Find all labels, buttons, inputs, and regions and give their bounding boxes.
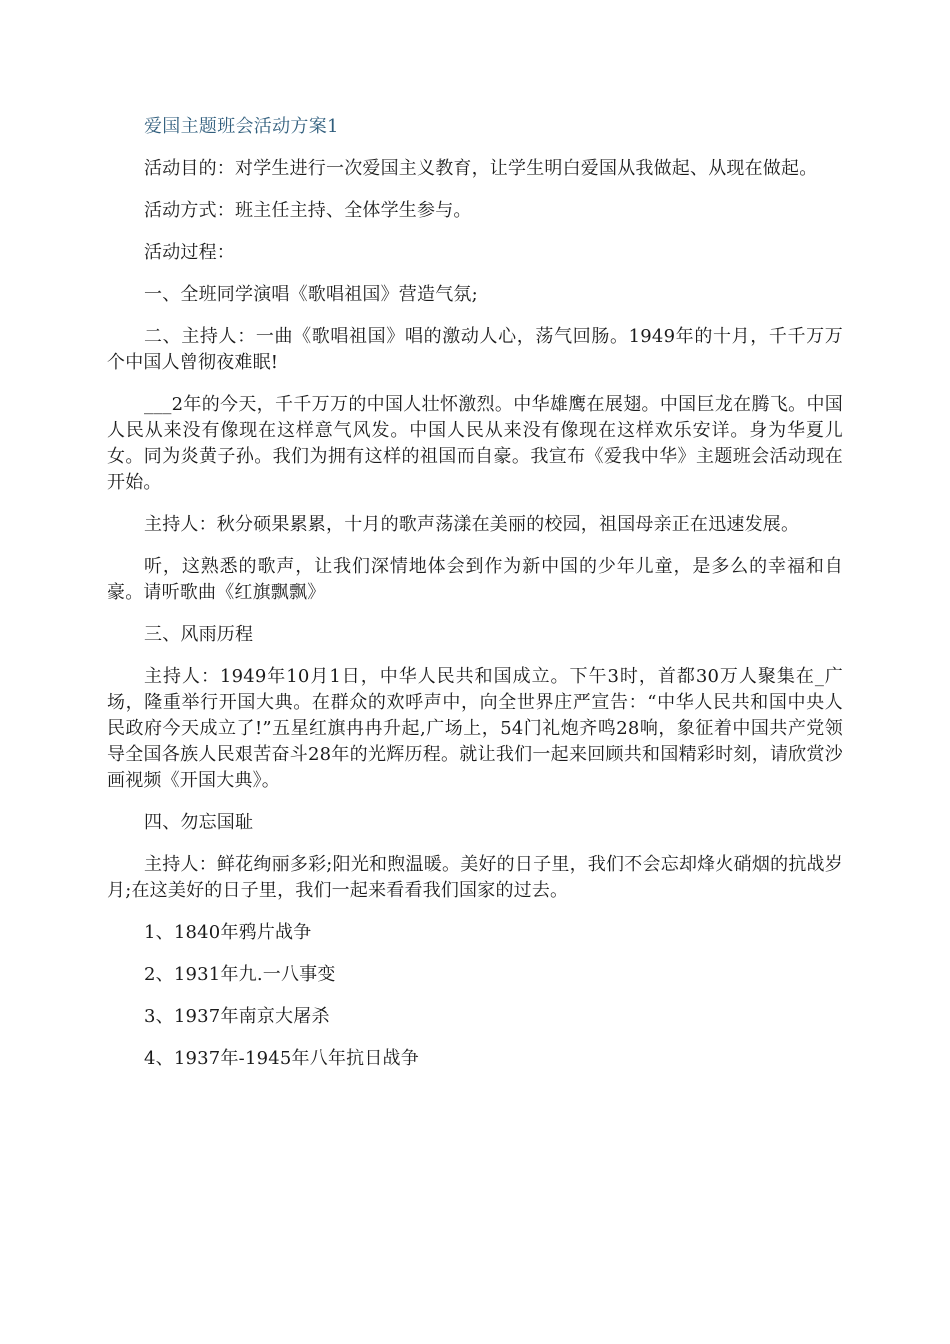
list-item-nanjing-massacre: 3、1937年南京大屠杀 [144, 1006, 330, 1027]
paragraph-process-heading: 活动过程： [144, 242, 235, 263]
paragraph-host-autumn: 主持人：秋分硕果累累，十月的歌声荡漾在美丽的校园，祖国母亲正在迅速发展。 [144, 514, 800, 535]
document-title: 爱国主题班会活动方案1 [144, 116, 339, 137]
paragraph-step-one: 一、全班同学演唱《歌唱祖国》营造气氛; [144, 284, 478, 305]
list-item-opium-war: 1、1840年鸦片战争 [144, 922, 312, 943]
paragraph-method: 活动方式：班主任主持、全体学生参与。 [144, 200, 472, 221]
paragraph-today: ___2年的今天，千千万万的中国人壮怀激烈。中华雄鹰在展翅。中国巨龙在腾飞。中国人民从来没有像现在这样意气风发。中国人民从来没有像现在这样欢乐安详。身为华夏儿女。同为炎黄子孙。我们为拥有这样的祖国而自豪。我宣布《爱我中华》主题班会活动现在开始。 [107, 394, 843, 493]
document-page [107, 112, 843, 1088]
paragraph-section-four: 四、勿忘国耻 [144, 812, 254, 833]
paragraph-host-flowers: 主持人：鲜花绚丽多彩;阳光和煦温暖。美好的日子里，我们不会忘却烽火硝烟的抗战岁月;在这美好的日子里，我们一起来看看我们国家的过去。 [107, 854, 843, 901]
list-item-mukden-incident: 2、1931年九.一八事变 [144, 964, 336, 985]
paragraph-section-three: 三、风雨历程 [144, 624, 254, 645]
paragraph-purpose: 活动目的：对学生进行一次爱国主义教育，让学生明白爱国从我做起、从现在做起。 [144, 158, 818, 179]
paragraph-step-two: 二、主持人：一曲《歌唱祖国》唱的激动人心，荡气回肠。1949年的十月，千千万万个中国人曾彻夜难眠! [107, 326, 843, 373]
list-item-resistance-war: 4、1937年-1945年八年抗日战争 [144, 1048, 419, 1069]
paragraph-listen-song: 听，这熟悉的歌声，让我们深情地体会到作为新中国的少年儿童，是多么的幸福和自豪。请听歌曲《红旗飘飘》 [107, 556, 843, 603]
paragraph-founding-ceremony: 主持人：1949年10月1日，中华人民共和国成立。下午3时，首都30万人聚集在_广场，隆重举行开国大典。在群众的欢呼声中，向全世界庄严宣告：“中华人民共和国中央人民政府今天成立了!”五星红旗冉冉升起,广场上，54门礼炮齐鸣28响，象征着中国共产党领导全国各族人民艰苦奋斗28年的光辉历程。就让我们一起来回顾共和国精彩时刻，请欣赏沙画视频《开国大典》。 [107, 666, 843, 791]
